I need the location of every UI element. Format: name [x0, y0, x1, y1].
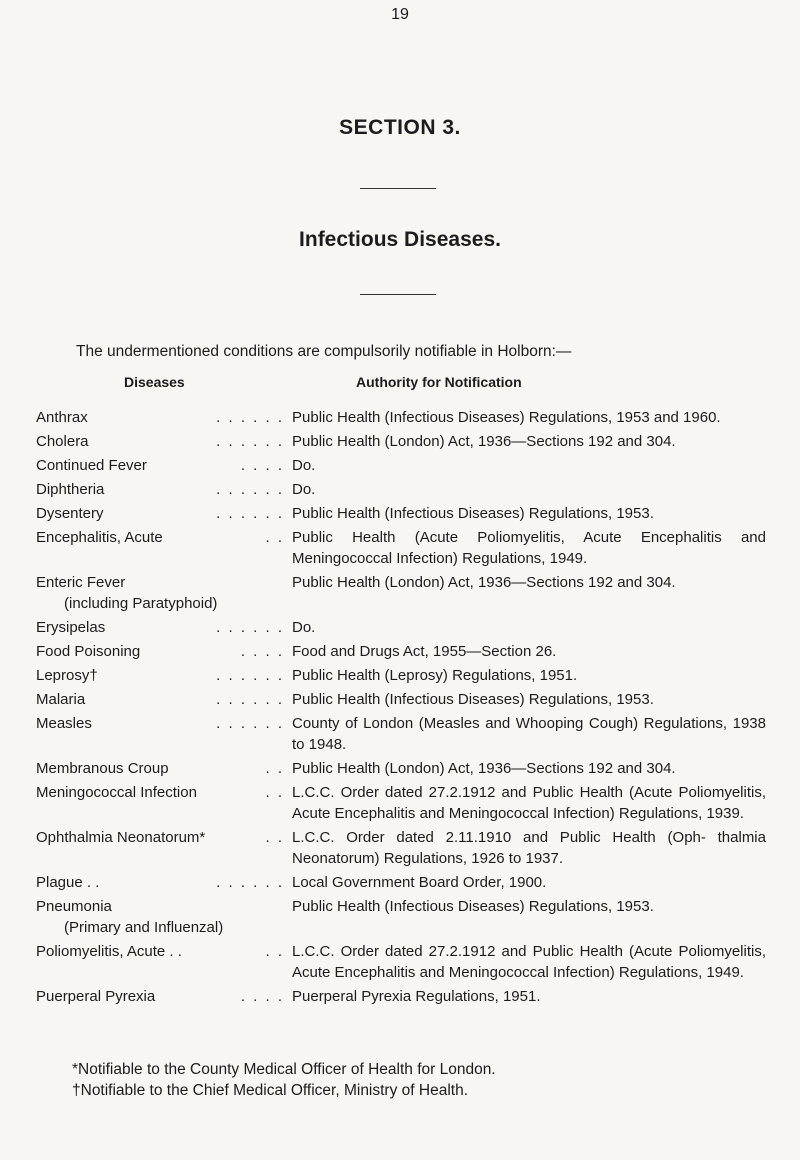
diseases-column-header: Diseases	[124, 374, 185, 390]
leader-dots: . .	[265, 784, 284, 801]
table-row	[36, 503, 766, 524]
notifiable-diseases-table	[36, 407, 766, 1010]
leader-dots	[112, 896, 292, 917]
table-row	[36, 986, 766, 1007]
disease-cell	[36, 527, 292, 569]
table-row	[36, 941, 766, 983]
authority-cell: Do.	[292, 619, 316, 636]
table-row	[36, 782, 766, 824]
disease-name: Encephalitis, Acute	[36, 529, 163, 546]
leader-dots: . . . .	[240, 643, 284, 660]
table-row	[36, 527, 766, 569]
authority-cell: Public Health (Infectious Diseases) Regulations, 1953.	[292, 898, 654, 915]
leader-dots: . . . . . .	[216, 691, 284, 708]
table-row	[36, 713, 766, 755]
authority-cell: Public Health (London) Act, 1936—Sections 192 and 304.	[292, 760, 676, 777]
disease-cell	[36, 689, 292, 710]
authority-cell: L.C.C. Order dated 2.11.1910 and Public Health (Oph- thalmia Neonatorum) Regulations, 1926 to 1937.	[292, 829, 766, 867]
disease-name: Plague . .	[36, 874, 100, 891]
table-row	[36, 689, 766, 710]
disease-name: Ophthalmia Neonatorum*	[36, 829, 206, 846]
leader-dots: . . . . . .	[216, 667, 284, 684]
leader-dots: . . . . . .	[216, 481, 284, 498]
authority-cell: Public Health (London) Act, 1936—Sections 192 and 304.	[292, 433, 676, 450]
authority-cell: Food and Drugs Act, 1955—Section 26.	[292, 643, 557, 660]
table-row	[36, 827, 766, 869]
leader-dots: . .	[265, 943, 284, 960]
disease-name: Meningococcal Infection	[36, 784, 197, 801]
table-row	[36, 407, 766, 428]
disease-cell	[36, 758, 292, 779]
disease-cell	[36, 713, 292, 755]
disease-name: Poliomyelitis, Acute . .	[36, 943, 182, 960]
table-row	[36, 758, 766, 779]
disease-cell	[36, 941, 292, 983]
leader-dots: . . . . . .	[216, 505, 284, 522]
leader-dots: . . . . . .	[216, 874, 284, 891]
authority-cell: Public Health (Infectious Diseases) Regulations, 1953.	[292, 505, 654, 522]
authority-cell: Public Health (Infectious Diseases) Regulations, 1953.	[292, 691, 654, 708]
table-row	[36, 431, 766, 452]
authority-cell: County of London (Measles and Whooping Cough) Regulations, 1938 to 1948.	[292, 715, 766, 753]
divider	[360, 188, 436, 189]
disease-cell	[36, 455, 292, 476]
leader-dots: . . . . . .	[216, 433, 284, 450]
disease-name: Pneumonia	[36, 898, 112, 915]
authority-cell: Public Health (London) Act, 1936—Sections 192 and 304.	[292, 574, 676, 591]
disease-name: Measles	[36, 715, 92, 732]
table-row	[36, 665, 766, 686]
authority-cell: Public Health (Leprosy) Regulations, 1951.	[292, 667, 578, 684]
footnote: †Notifiable to the Chief Medical Officer, Ministry of Health.	[72, 1082, 468, 1099]
disease-name: Membranous Croup	[36, 760, 169, 777]
disease-name: Puerperal Pyrexia	[36, 988, 156, 1005]
table-row	[36, 896, 766, 938]
footnotes	[72, 1059, 496, 1101]
table-row	[36, 641, 766, 662]
intro-text: The undermentioned conditions are compulsorily notifiable in Holborn:—	[76, 343, 572, 360]
page-title: Infectious Diseases.	[299, 228, 501, 251]
disease-name: Enteric Fever	[36, 574, 126, 591]
disease-cell	[36, 896, 292, 938]
authority-column-header: Authority for Notification	[356, 374, 522, 390]
authority-cell: Public Health (Acute Poliomyelitis, Acute Encephalitis and Meningococcal Infection) Regulations, 1949.	[292, 529, 766, 567]
leader-dots: . .	[265, 529, 284, 546]
footnote: *Notifiable to the County Medical Officer of Health for London.	[72, 1061, 496, 1078]
disease-cell	[36, 986, 292, 1007]
disease-cell	[36, 827, 292, 869]
disease-subtitle: (Primary and Influenzal)	[64, 919, 224, 936]
divider	[360, 294, 436, 295]
disease-name: Dysentery	[36, 505, 104, 522]
disease-cell	[36, 431, 292, 452]
table-row	[36, 572, 766, 614]
authority-cell: L.C.C. Order dated 27.2.1912 and Public Health (Acute Poliomyelitis, Acute Encephalitis and Meningococcal Infection) Regulations, 1949.	[292, 943, 766, 981]
authority-cell: L.C.C. Order dated 27.2.1912 and Public Health (Acute Poliomyelitis, Acute Encephalitis and Meningococcal Infection) Regulations, 1939.	[292, 784, 766, 822]
disease-name: Cholera	[36, 433, 89, 450]
disease-name: Leprosy†	[36, 667, 98, 684]
leader-dots: . . . .	[240, 988, 284, 1005]
table-row	[36, 479, 766, 500]
disease-name: Erysipelas	[36, 619, 106, 636]
section-title: SECTION 3.	[339, 116, 461, 139]
disease-cell	[36, 503, 292, 524]
disease-cell	[36, 617, 292, 638]
disease-cell	[36, 572, 292, 614]
disease-cell	[36, 479, 292, 500]
leader-dots: . . . . . .	[216, 619, 284, 636]
authority-cell: Do.	[292, 481, 316, 498]
disease-name: Anthrax	[36, 409, 88, 426]
authority-cell: Do.	[292, 457, 316, 474]
disease-name: Continued Fever	[36, 457, 147, 474]
disease-cell	[36, 665, 292, 686]
authority-cell: Local Government Board Order, 1900.	[292, 874, 547, 891]
disease-cell	[36, 782, 292, 824]
disease-cell	[36, 641, 292, 662]
leader-dots	[125, 572, 292, 593]
leader-dots: . . . . . .	[216, 715, 284, 732]
leader-dots: . .	[265, 760, 284, 777]
leader-dots: . . . .	[240, 457, 284, 474]
table-row	[36, 872, 766, 893]
table-row	[36, 617, 766, 638]
disease-cell	[36, 872, 292, 893]
leader-dots: . . . . . .	[216, 409, 284, 426]
page-number: 19	[391, 6, 409, 23]
disease-subtitle: (including Paratyphoid)	[64, 595, 218, 612]
authority-cell: Public Health (Infectious Diseases) Regulations, 1953 and 1960.	[292, 409, 721, 426]
disease-name: Food Poisoning	[36, 643, 141, 660]
authority-cell: Puerperal Pyrexia Regulations, 1951.	[292, 988, 541, 1005]
disease-cell	[36, 407, 292, 428]
leader-dots: . .	[265, 829, 284, 846]
disease-name: Malaria	[36, 691, 86, 708]
table-row	[36, 455, 766, 476]
disease-name: Diphtheria	[36, 481, 105, 498]
